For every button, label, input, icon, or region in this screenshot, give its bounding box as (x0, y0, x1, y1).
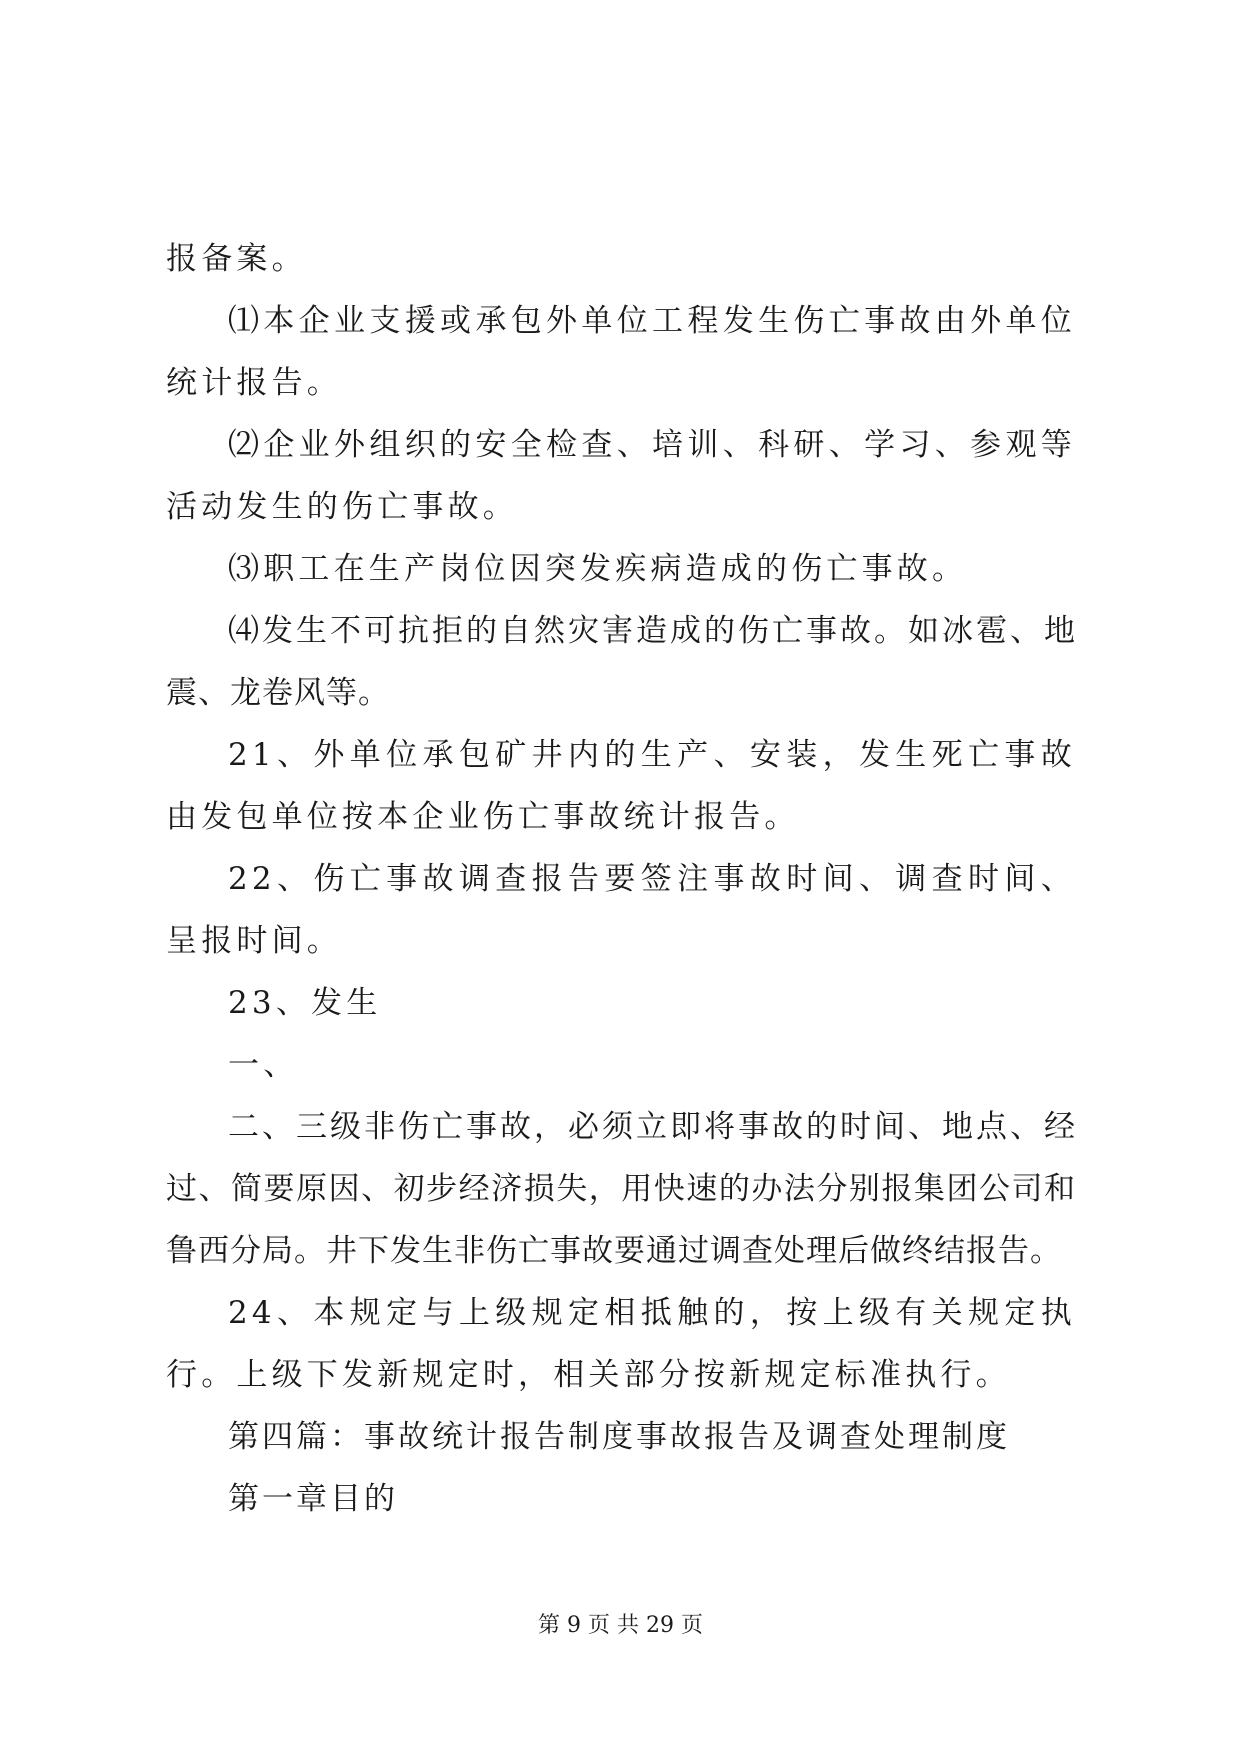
paragraph-clause-23-part-2: 二、三级非伤亡事故，必须立即将事故的时间、地点、经过、简要原因、初步经济损失，用快速的办法分别报集团公司和鲁西分局。井下发生非伤亡事故要通过调查处理后做终结报告。 (166, 1109, 1076, 1269)
paragraph-clause-22: 22、伤亡事故调查报告要签注事故时间、调查时间、呈报时间。 (166, 861, 1076, 959)
section-heading: 第四篇：事故统计报告制度事故报告及调查处理制度 (228, 1419, 1010, 1455)
paragraph-clause-23: 23、发生 (228, 985, 382, 1021)
page-footer (0, 1608, 1241, 1639)
paragraph-item-4: ⑷发生不可抗拒的自然灾害造成的伤亡事故。如冰雹、地震、龙卷风等。 (166, 613, 1076, 711)
page-number: 第 9 页 共 29 页 (538, 1613, 703, 1638)
paragraph-clause-24: 24、本规定与上级规定相抵触的，按上级有关规定执行。上级下发新规定时，相关部分按新规定标准执行。 (166, 1295, 1076, 1393)
paragraph-continuation: 报备案。 (166, 241, 307, 277)
paragraph-item-3: ⑶职工在生产岗位因突发疾病造成的伤亡事故。 (228, 551, 968, 587)
paragraph-item-1: ⑴本企业支援或承包外单位工程发生伤亡事故由外单位统计报告。 (166, 303, 1076, 401)
paragraph-clause-21: 21、外单位承包矿井内的生产、安装，发生死亡事故由发包单位按本企业伤亡事故统计报告。 (166, 737, 1076, 835)
paragraph-clause-23-part-1: 一、 (228, 1047, 299, 1083)
chapter-heading: 第一章目的 (228, 1481, 398, 1517)
document-body (166, 228, 1076, 1530)
paragraph-item-2: ⑵企业外组织的安全检查、培训、科研、学习、参观等活动发生的伤亡事故。 (166, 427, 1076, 525)
